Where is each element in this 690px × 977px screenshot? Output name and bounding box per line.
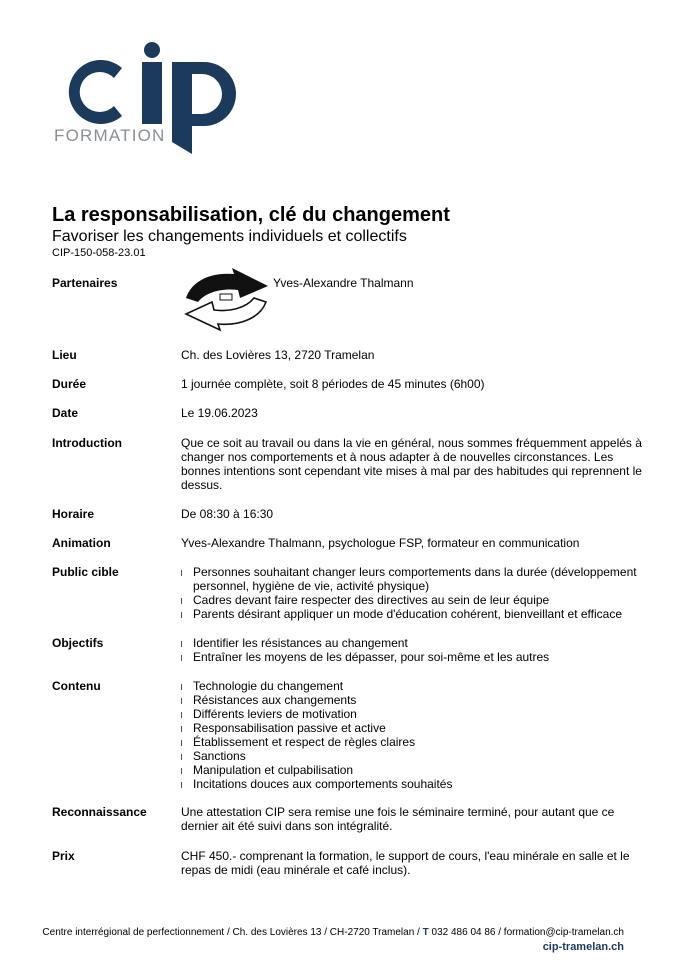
- label-duree: Durée: [52, 377, 87, 391]
- cip-formation-logo: [52, 38, 242, 156]
- course-subtitle: Favoriser les changements individuels et collectifs: [52, 228, 407, 245]
- list-item: Identifier les résistances au changement: [181, 636, 651, 650]
- footer-address: Centre interrégional de perfectionnement / Ch. des Lovières 13 / CH-2720 Tramelan /: [42, 927, 423, 938]
- course-header: [52, 202, 652, 260]
- objectifs-list: [181, 636, 651, 664]
- public-cible-list: [181, 565, 651, 621]
- label-contenu: Contenu: [52, 679, 101, 693]
- value-duree: 1 journée complète, soit 8 périodes de 45 minutes (6h00): [181, 377, 485, 391]
- course-code: CIP-150-058-23.01: [52, 247, 146, 259]
- label-prix: Prix: [52, 849, 75, 863]
- list-item: Parents désirant appliquer un mode d'éducation cohérent, bienveillant et efficace: [181, 607, 651, 621]
- logo-caption: FORMATION: [54, 126, 166, 145]
- list-item: Résistances aux changements: [181, 693, 651, 707]
- list-item: Personnes souhaitant changer leurs comportements dans la durée (développement personnel, hygiène de vie, activité physique): [181, 565, 651, 593]
- footer-contact: 032 486 04 86 / formation@cip-tramelan.ch: [428, 927, 624, 938]
- label-horaire: Horaire: [52, 507, 95, 521]
- label-partenaires: Partenaires: [52, 276, 118, 290]
- phone-prefix: T: [422, 927, 429, 938]
- label-animation: Animation: [52, 536, 111, 550]
- label-reconnaissance: Reconnaissance: [52, 805, 147, 819]
- value-prix: CHF 450.- comprenant la formation, le support de cours, l'eau minérale en salle et le repas de midi (eau minérale et café inclus).: [181, 849, 630, 877]
- partner-name: Yves-Alexandre Thalmann: [273, 276, 414, 290]
- contenu-list: [181, 679, 651, 791]
- list-item: Différents leviers de motivation: [181, 707, 651, 721]
- course-title: La responsabilisation, clé du changement: [52, 204, 450, 226]
- list-item: Entraîner les moyens de les dépasser, pour soi-même et les autres: [181, 650, 651, 664]
- footer-address-line: [42, 926, 624, 940]
- label-lieu: Lieu: [52, 348, 77, 362]
- list-item: Sanctions: [181, 749, 651, 763]
- label-public-cible: Public cible: [52, 565, 119, 579]
- label-objectifs: Objectifs: [52, 636, 104, 650]
- circular-arrows-icon: [182, 268, 270, 332]
- list-item: Technologie du changement: [181, 679, 651, 693]
- value-animation: Yves-Alexandre Thalmann, psychologue FSP, formateur en communication: [181, 536, 580, 550]
- label-date: Date: [52, 406, 79, 420]
- value-horaire: De 08:30 à 16:30: [181, 507, 274, 521]
- footer-website-link[interactable]: cip-tramelan.ch: [542, 941, 624, 953]
- value-introduction: Que ce soit au travail ou dans la vie en général, nous sommes fréquemment appelés à changer nos comportements et à nous adapter à de nouvelles circonstances. Les bonnes intentions sont cependant vite mises à mal par des habitudes qui reprennent le dessus.: [181, 436, 642, 492]
- value-reconnaissance: Une attestation CIP sera remise une fois le séminaire terminé, pour autant que ce dernier ait été suivi dans son intégralité.: [181, 805, 615, 833]
- list-item: Cadres devant faire respecter des directives au sein de leur équipe: [181, 593, 651, 607]
- list-item: Manipulation et culpabilisation: [181, 763, 651, 777]
- list-item: Incitations douces aux comportements souhaités: [181, 777, 651, 791]
- list-item: Responsabilisation passive et active: [181, 721, 651, 735]
- value-lieu: Ch. des Lovières 13, 2720 Tramelan: [181, 348, 375, 362]
- footer: [42, 926, 624, 954]
- label-introduction: Introduction: [52, 436, 122, 450]
- value-date: Le 19.06.2023: [181, 406, 258, 420]
- list-item: Établissement et respect de règles claires: [181, 735, 651, 749]
